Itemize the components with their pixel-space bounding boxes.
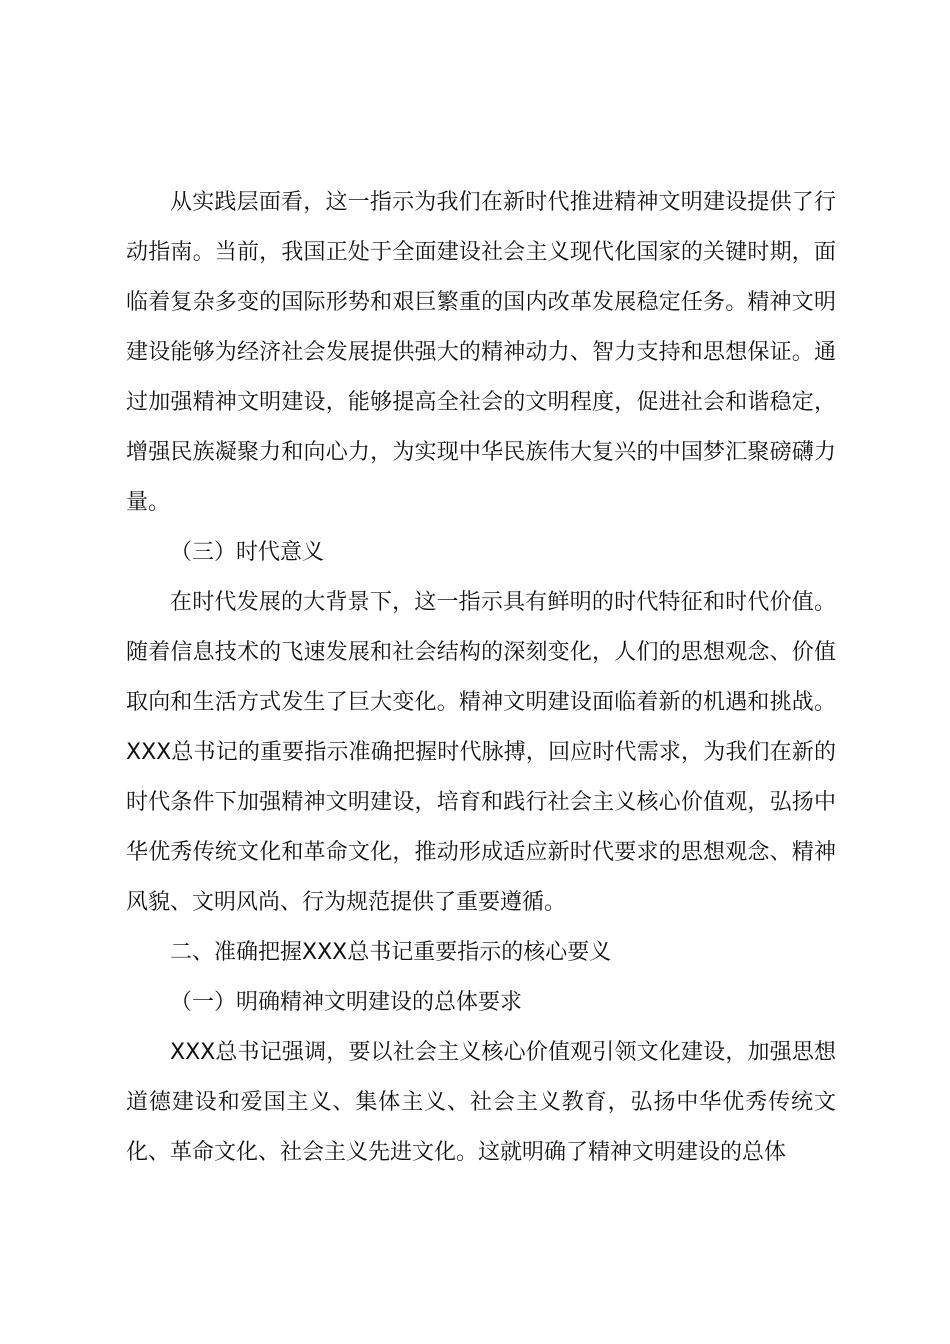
- paragraph-practice-level: 从实践层面看，这一指示为我们在新时代推进精神文明建设提供了行动指南。当前，我国正处于全面建设社会主义现代化国家的关键时期，面临着复杂多变的国际形势和艰巨繁重的国内改革发展稳定任务。精神文明建设能够为经济社会发展提供强大的精神动力、智力支持和思想保证。通过加强精神文明建设，能够提高全社会的文明程度，促进社会和谐稳定，增强民族凝聚力和向心力，为实现中华民族伟大复兴的中国梦汇聚磅礴力量。: [126, 190, 836, 515]
- document-body: [126, 178, 836, 1178]
- section-heading-overall-requirements: （一）明确精神文明建设的总体要求: [170, 990, 523, 1015]
- section-heading-era-significance: （三）时代意义: [170, 540, 325, 565]
- chapter-heading-core-essence: 二、准确把握XXX总书记重要指示的核心要义: [170, 940, 612, 965]
- paragraph-era-significance: 在时代发展的大背景下，这一指示具有鲜明的时代特征和时代价值。随着信息技术的飞速发展和社会结构的深刻变化，人们的思想观念、价值取向和生活方式发生了巨大变化。精神文明建设面临着新的机遇和挑战。XXX总书记的重要指示准确把握时代脉搏，回应时代需求，为我们在新的时代条件下加强精神文明建设，培育和践行社会主义核心价值观，弘扬中华优秀传统文化和革命文化，推动形成适应新时代要求的思想观念、精神风貌、文明风尚、行为规范提供了重要遵循。: [126, 590, 836, 915]
- paragraph-overall-requirements: XXX总书记强调，要以社会主义核心价值观引领文化建设，加强思想道德建设和爱国主义、集体主义、社会主义教育，弘扬中华优秀传统文化、革命文化、社会主义先进文化。这就明确了精神文明建设的总体: [126, 1040, 836, 1165]
